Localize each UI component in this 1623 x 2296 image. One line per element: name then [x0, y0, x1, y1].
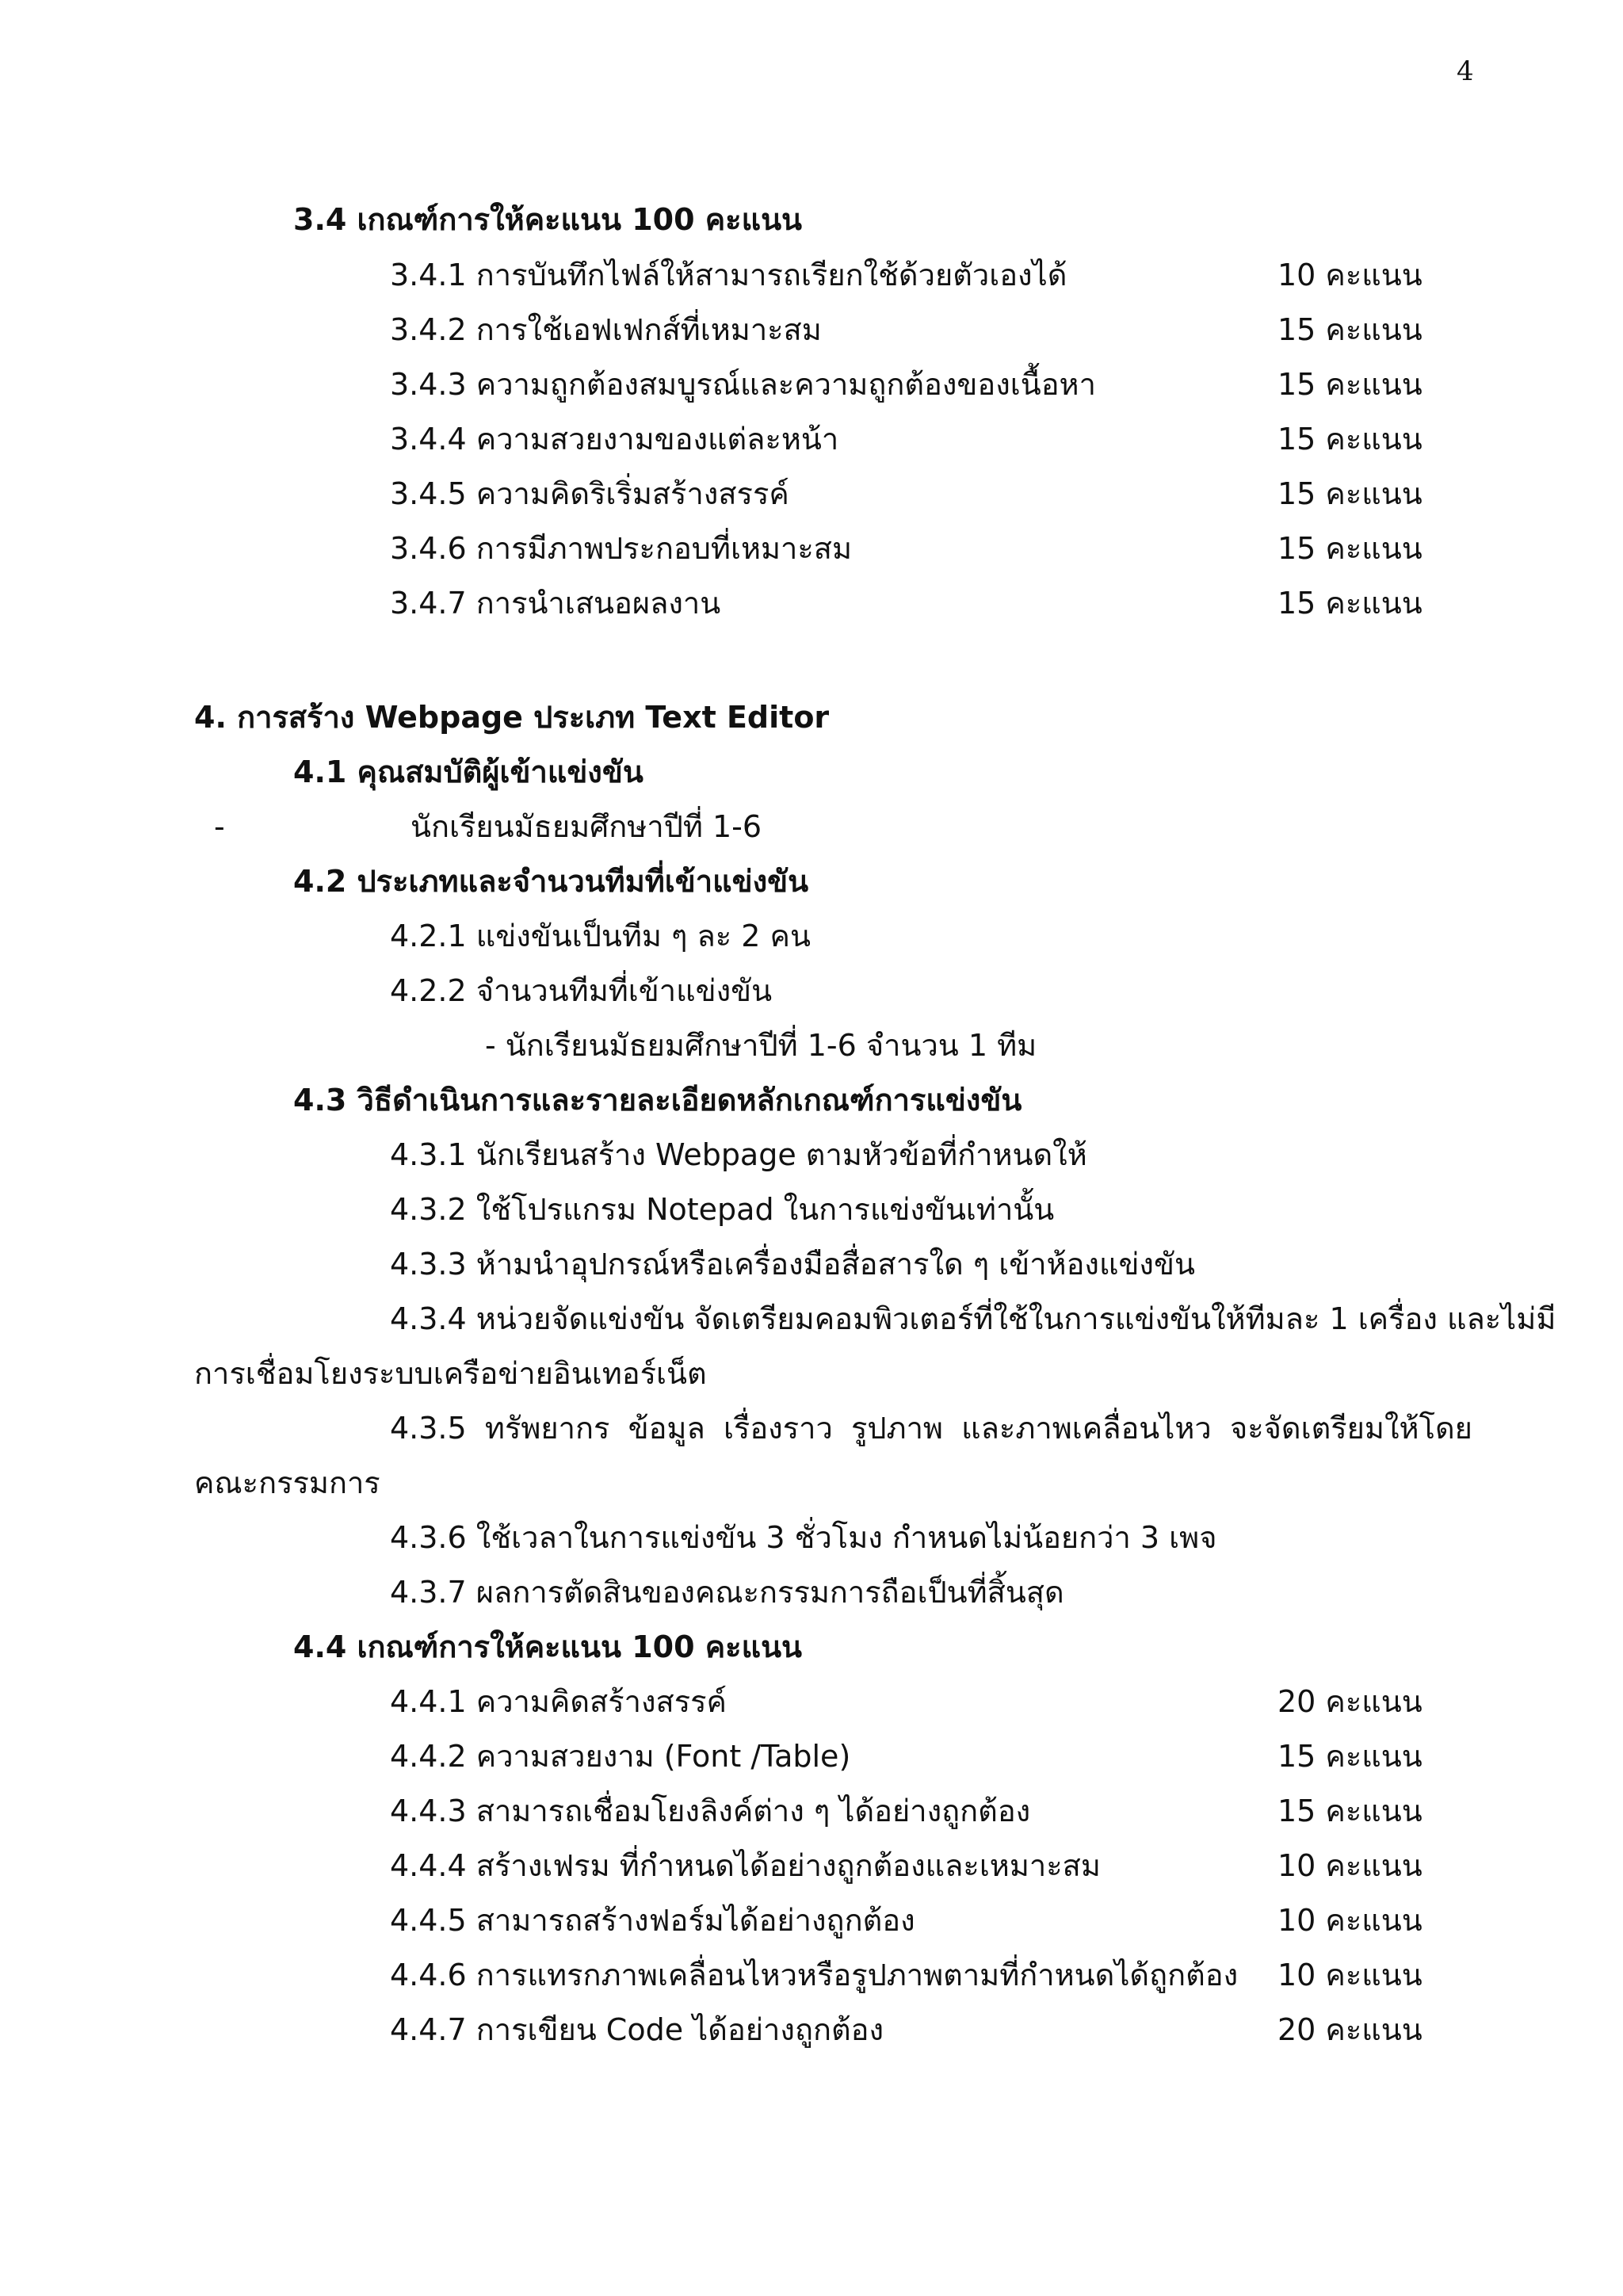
criteria-4-4-4: 4.4.4 สร้างเฟรม ที่กำหนดได้อย่างถูกต้องและเหมาะสม — [390, 1848, 1101, 1883]
item-4-3-4-line2: การเชื่อมโยงระบบเครือข่ายอินเทอร์เน็ต — [194, 1356, 707, 1391]
word: รูปภาพ — [851, 1411, 943, 1446]
section-4-2-heading: 4.2 ประเภทและจำนวนทีมที่เข้าแข่งขัน — [293, 864, 809, 899]
word: จะจัดเตรียมให้โดย — [1229, 1411, 1472, 1446]
score-3-4-2: 15 คะแนน — [1277, 312, 1423, 347]
item-4-3-7: 4.3.7 ผลการตัดสินของคณะกรรมการถือเป็นที่สิ้นสุด — [390, 1575, 1064, 1610]
score-4-4-5: 10 คะแนน — [1277, 1903, 1423, 1938]
criteria-4-4-7: 4.4.7 การเขียน Code ได้อย่างถูกต้อง — [390, 2012, 884, 2047]
criteria-3-4-2: 3.4.2 การใช้เอฟเฟกส์ที่เหมาะสม — [390, 312, 822, 347]
score-4-4-3: 15 คะแนน — [1277, 1794, 1423, 1828]
criteria-3-4-3: 3.4.3 ความถูกต้องสมบูรณ์และความถูกต้องของเนื้อหา — [390, 367, 1096, 402]
item-4-3-6: 4.3.6 ใช้เวลาในการแข่งขัน 3 ชั่วโมง กำหนดไม่น้อยกว่า 3 เพจ — [390, 1520, 1217, 1555]
word: 4.3.5 — [390, 1411, 467, 1446]
page-number: 4 — [1457, 55, 1474, 87]
item-4-2-2-sub: - นักเรียนมัธยมศึกษาปีที่ 1-6 จำนวน 1 ทีม — [485, 1028, 1037, 1063]
item-4-3-5-line2: คณะกรรมการ — [194, 1465, 380, 1500]
section-3-4-heading: 3.4 เกณฑ์การให้คะแนน 100 คะแนน — [293, 202, 803, 237]
bullet-dash: - — [214, 809, 225, 844]
item-4-3-4-line1: 4.3.4 หน่วยจัดแข่งขัน จัดเตรียมคอมพิวเตอร์ที่ใช้ในการแข่งขันให้ทีมละ 1 เครื่อง และไม่มี — [390, 1301, 1556, 1336]
criteria-3-4-5: 3.4.5 ความคิดริเริ่มสร้างสรรค์ — [390, 476, 789, 511]
qualification-text: นักเรียนมัธยมศึกษาปีที่ 1-6 — [411, 809, 762, 844]
score-3-4-5: 15 คะแนน — [1277, 476, 1423, 511]
item-4-3-1: 4.3.1 นักเรียนสร้าง Webpage ตามหัวข้อที่กำหนดให้ — [390, 1137, 1087, 1172]
word: ข้อมูล — [628, 1411, 705, 1446]
score-4-4-7: 20 คะแนน — [1277, 2012, 1423, 2047]
section-4-heading: 4. การสร้าง Webpage ประเภท Text Editor — [194, 700, 830, 735]
item-4-3-3: 4.3.3 ห้ามนำอุปกรณ์หรือเครื่องมือสื่อสารใด ๆ เข้าห้องแข่งขัน — [390, 1247, 1195, 1282]
criteria-4-4-6: 4.4.6 การแทรกภาพเคลื่อนไหวหรือรูปภาพตามที่กำหนดได้ถูกต้อง — [390, 1958, 1239, 1992]
section-4-1-heading: 4.1 คุณสมบัติผู้เข้าแข่งขัน — [293, 755, 643, 789]
score-4-4-6: 10 คะแนน — [1277, 1958, 1423, 1992]
section-4-3-heading: 4.3 วิธีดำเนินการและรายละเอียดหลักเกณฑ์การแข่งขัน — [293, 1083, 1022, 1117]
word: และภาพเคลื่อนไหว — [961, 1411, 1212, 1446]
criteria-3-4-7: 3.4.7 การนำเสนอผลงาน — [390, 586, 721, 621]
score-4-4-1: 20 คะแนน — [1277, 1684, 1423, 1719]
score-3-4-4: 15 คะแนน — [1277, 422, 1423, 457]
score-4-4-2: 15 คะแนน — [1277, 1739, 1423, 1774]
item-4-2-1: 4.2.1 แข่งขันเป็นทีม ๆ ละ 2 คน — [390, 919, 811, 953]
criteria-4-4-5: 4.4.5 สามารถสร้างฟอร์มได้อย่างถูกต้อง — [390, 1903, 915, 1938]
section-4-4-heading: 4.4 เกณฑ์การให้คะแนน 100 คะแนน — [293, 1629, 803, 1664]
score-4-4-4: 10 คะแนน — [1277, 1848, 1423, 1883]
criteria-4-4-3: 4.4.3 สามารถเชื่อมโยงลิงค์ต่าง ๆ ได้อย่างถูกต้อง — [390, 1794, 1031, 1828]
score-3-4-1: 10 คะแนน — [1277, 258, 1423, 292]
criteria-3-4-6: 3.4.6 การมีภาพประกอบที่เหมาะสม — [390, 531, 853, 566]
item-4-2-2: 4.2.2 จำนวนทีมที่เข้าแข่งขัน — [390, 973, 773, 1008]
score-3-4-3: 15 คะแนน — [1277, 367, 1423, 402]
criteria-4-4-2: 4.4.2 ความสวยงาม (Font /Table) — [390, 1739, 851, 1774]
score-3-4-7: 15 คะแนน — [1277, 586, 1423, 621]
criteria-4-4-1: 4.4.1 ความคิดสร้างสรรค์ — [390, 1684, 727, 1719]
criteria-3-4-4: 3.4.4 ความสวยงามของแต่ละหน้า — [390, 422, 839, 457]
word: ทรัพยากร — [484, 1411, 610, 1446]
item-4-3-5-line1 — [390, 1411, 1472, 1446]
score-3-4-6: 15 คะแนน — [1277, 531, 1423, 566]
criteria-3-4-1: 3.4.1 การบันทึกไฟล์ให้สามารถเรียกใช้ด้วยตัวเองได้ — [390, 258, 1067, 292]
word: เรื่องราว — [723, 1411, 833, 1446]
item-4-3-2: 4.3.2 ใช้โปรแกรม Notepad ในการแข่งขันเท่านั้น — [390, 1192, 1055, 1227]
